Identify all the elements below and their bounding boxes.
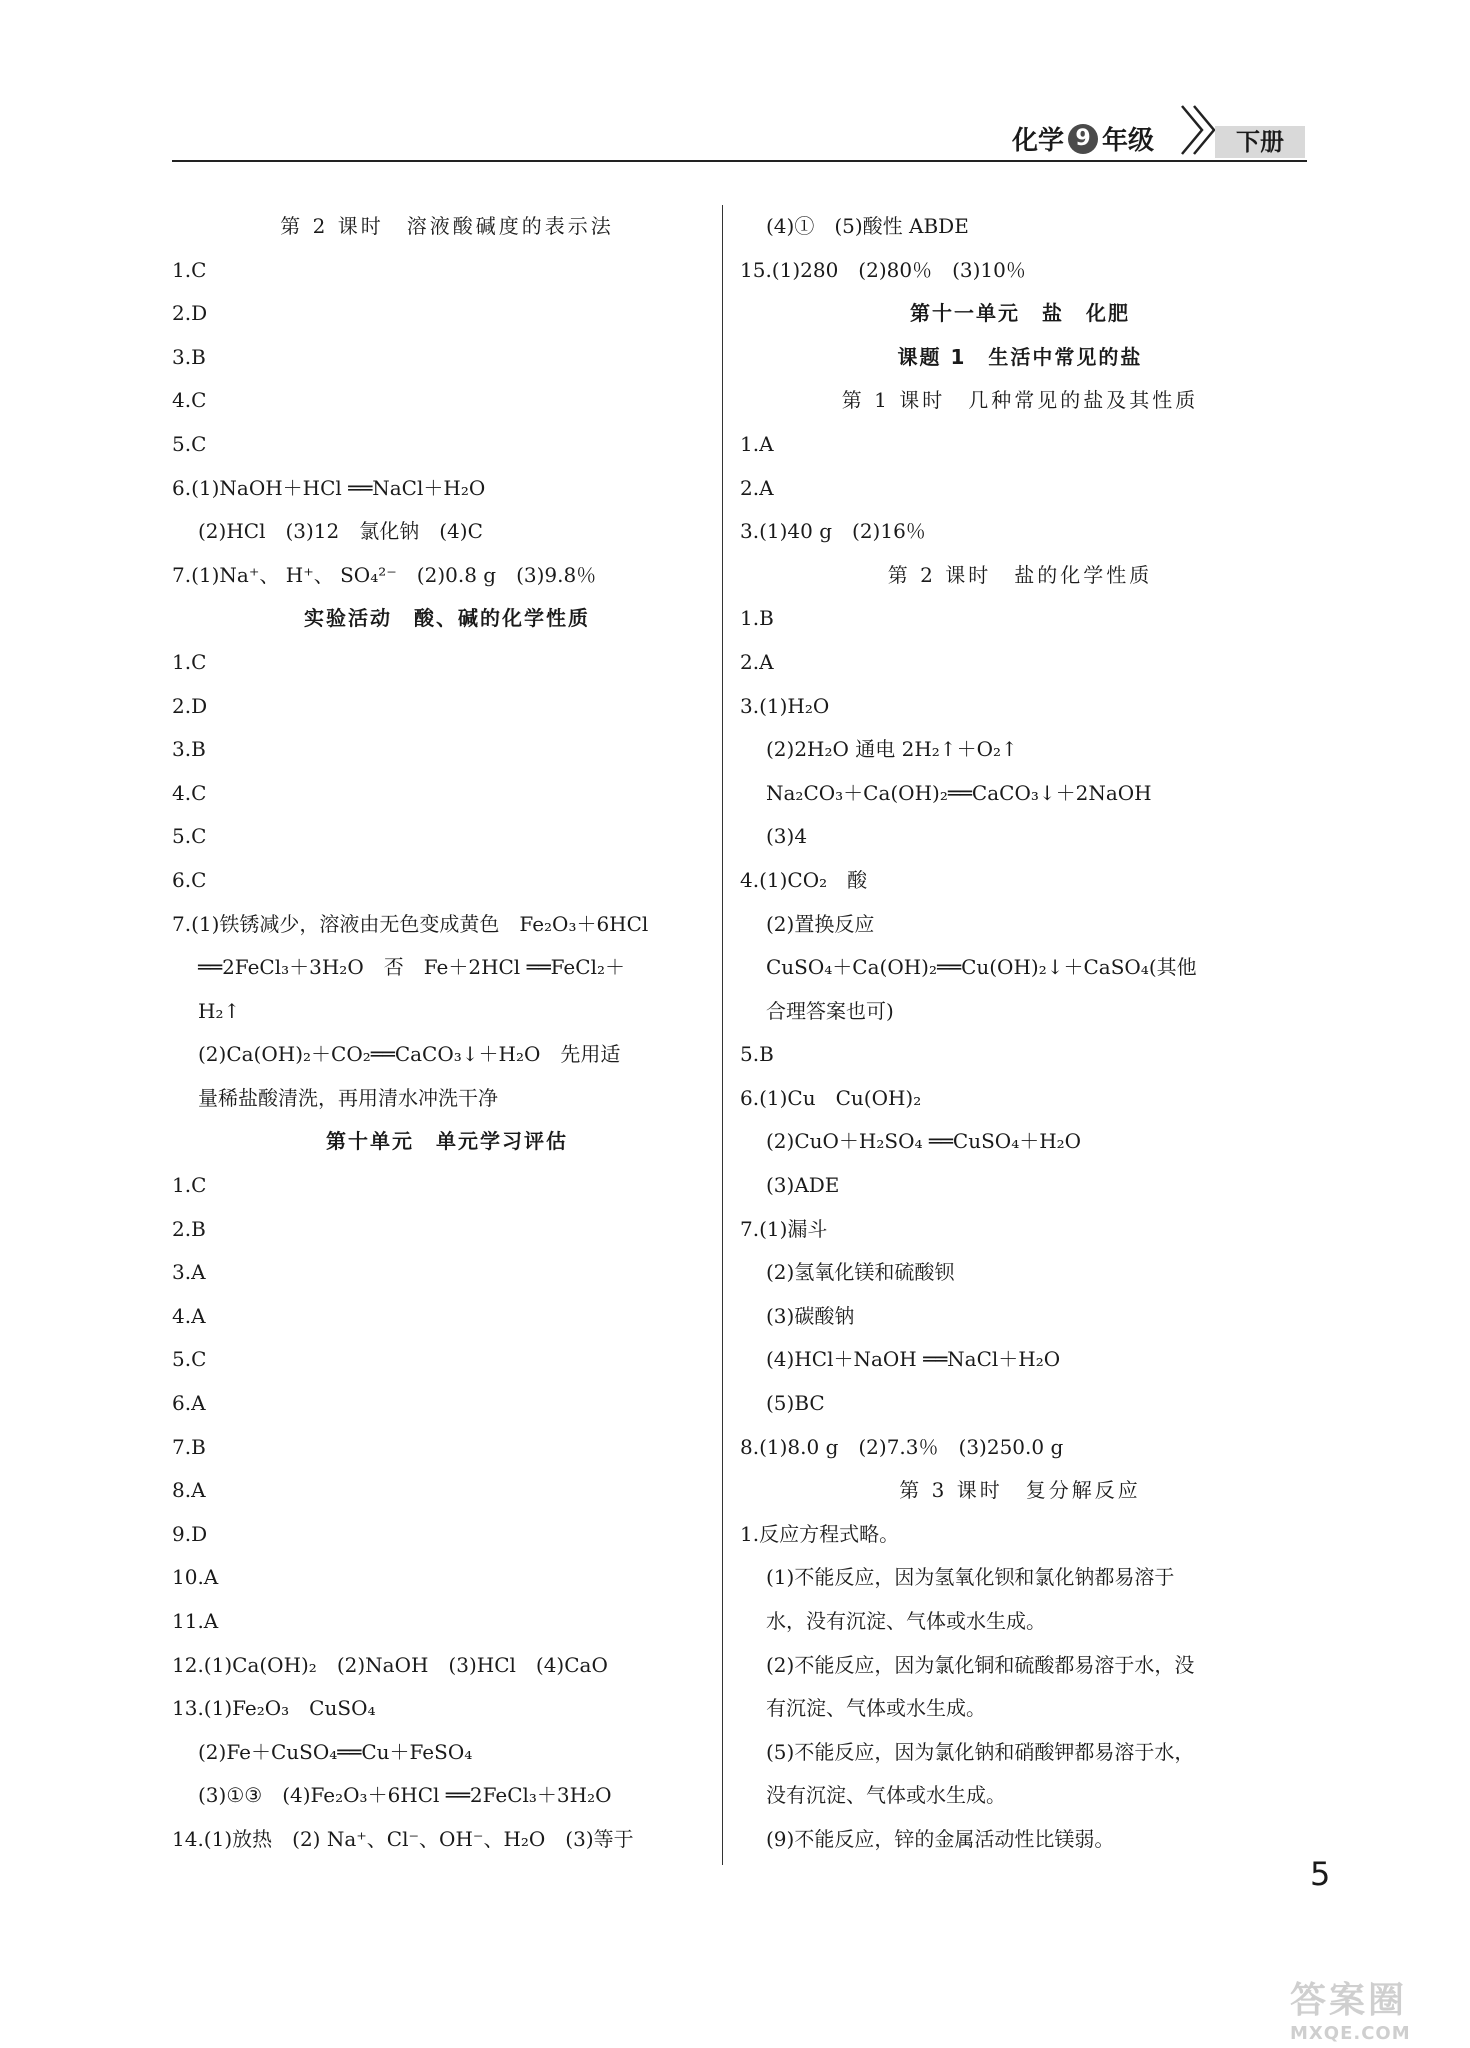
- answer-line: 3.(1)H₂O: [740, 693, 830, 718]
- answer-line: 合理答案也可): [766, 998, 894, 1023]
- column-divider: [722, 205, 723, 1865]
- answer-line: 1.A: [740, 431, 774, 456]
- answer-line: (2)不能反应，因为氯化铜和硫酸都易溶于水，没: [766, 1652, 1195, 1677]
- answer-line: 1.C: [172, 257, 207, 282]
- answer-line: 2.B: [172, 1216, 206, 1241]
- answer-line: 水，没有沉淀、气体或水生成。: [766, 1609, 1046, 1633]
- answer-line: (5)不能反应，因为氯化钠和硝酸钾都易溶于水，: [766, 1739, 1195, 1764]
- answer-line: 没有沉淀、气体或水生成。: [766, 1783, 1006, 1808]
- answer-line: 12.(1)Ca(OH)₂ (2)NaOH (3)HCl (4)CaO: [172, 1652, 608, 1677]
- answer-line: 3.(1)40 g (2)16％: [740, 519, 926, 544]
- answer-line: 8.(1)8.0 g (2)7.3％ (3)250.0 g: [740, 1434, 1064, 1459]
- answer-column-right: [740, 205, 1300, 1862]
- answer-line: 3.B: [172, 737, 206, 762]
- section-heading: 实验活动 酸、碱的化学性质: [304, 606, 590, 631]
- grade-suffix: 年级: [1102, 126, 1155, 156]
- answer-line: 7.(1)Na⁺、 H⁺、 SO₄²⁻ (2)0.8 g (3)9.8％: [172, 562, 597, 587]
- answer-line: 4.C: [172, 388, 207, 413]
- answer-line: 2.A: [740, 475, 774, 500]
- answer-line: 14.(1)放热 (2) Na⁺、Cl⁻、OH⁻、H₂O (3)等于: [172, 1826, 634, 1851]
- answer-line: H₂↑: [198, 998, 241, 1023]
- answer-line: 10.A: [172, 1565, 219, 1590]
- answer-line: 量稀盐酸清洗，再用清水冲洗干净: [198, 1085, 498, 1110]
- answer-line: 5.C: [172, 431, 207, 456]
- answer-line: 1.反应方程式略。: [740, 1521, 900, 1546]
- answer-line: (2)置换反应: [766, 911, 875, 936]
- answer-line: 5.C: [172, 824, 207, 849]
- answer-line: (2)Ca(OH)₂＋CO₂══CaCO₃↓＋H₂O 先用适: [198, 1042, 621, 1067]
- answer-line: 6.(1)Cu Cu(OH)₂: [740, 1085, 922, 1110]
- answer-line: (9)不能反应，锌的金属活动性比镁弱。: [766, 1826, 1115, 1851]
- answer-line: (2)CuO＋H₂SO₄ ══CuSO₄＋H₂O: [766, 1129, 1082, 1154]
- answer-line: (4)HCl＋NaOH ══NaCl＋H₂O: [766, 1347, 1061, 1372]
- answer-line: Na₂CO₃＋Ca(OH)₂══CaCO₃↓＋2NaOH: [766, 780, 1152, 805]
- answer-line: (3)4: [766, 824, 808, 849]
- answer-line: 15.(1)280 (2)80％ (3)10％: [740, 257, 1026, 282]
- answer-line: CuSO₄＋Ca(OH)₂══Cu(OH)₂↓＋CaSO₄(其他: [766, 955, 1197, 980]
- grade-badge: 9: [1068, 124, 1098, 154]
- answer-line: 2.A: [740, 649, 774, 674]
- answer-line: 1.C: [172, 1173, 207, 1198]
- answer-line: 5.B: [740, 1042, 774, 1067]
- answer-line: (5)BC: [766, 1391, 825, 1416]
- answer-line: 7.(1)铁锈减少，溶液由无色变成黄色 Fe₂O₃＋6HCl: [172, 911, 649, 936]
- volume-label: 下册: [1215, 126, 1305, 158]
- lesson-heading: 第 2 课时 溶液酸碱度的表示法: [280, 214, 614, 238]
- page-number: 5: [1310, 1855, 1331, 1893]
- lesson-heading: 第 3 课时 复分解反应: [899, 1478, 1141, 1503]
- answer-line: 11.A: [172, 1609, 219, 1633]
- answer-line: 8.A: [172, 1478, 206, 1503]
- subject-name: 化学: [1012, 126, 1065, 156]
- page-header: [0, 120, 1470, 170]
- answer-line: 4.C: [172, 780, 207, 805]
- answer-line: (3)①③ (4)Fe₂O₃＋6HCl ══2FeCl₃＋3H₂O: [198, 1783, 612, 1808]
- watermark: [1290, 1972, 1460, 2044]
- answer-line: 9.D: [172, 1521, 208, 1546]
- section-heading: 第十一单元 盐 化肥: [910, 301, 1130, 326]
- section-heading: 课题 1 生活中常见的盐: [897, 344, 1143, 369]
- answer-line: 4.(1)CO₂ 酸: [740, 867, 868, 892]
- answer-line: 3.B: [172, 344, 206, 369]
- answer-line: 1.B: [740, 606, 774, 631]
- subject-title: [1012, 120, 1154, 157]
- answer-line: (2)氢氧化镁和硫酸钡: [766, 1260, 955, 1285]
- answer-line: (3)碳酸钠: [766, 1303, 855, 1328]
- section-heading: 第十单元 单元学习评估: [326, 1129, 568, 1154]
- answer-line: (2)Fe＋CuSO₄══Cu＋FeSO₄: [198, 1739, 473, 1764]
- header-rule: [172, 160, 1307, 162]
- answer-line: 6.A: [172, 1391, 206, 1416]
- lesson-heading: 第 1 课时 几种常见的盐及其性质: [841, 388, 1199, 413]
- answer-line: 4.A: [172, 1303, 206, 1328]
- answer-line: 6.C: [172, 867, 207, 892]
- answer-line: 13.(1)Fe₂O₃ CuSO₄: [172, 1696, 376, 1721]
- answer-line: (1)不能反应，因为氢氧化钡和氯化钠都易溶于: [766, 1565, 1175, 1590]
- answer-line: (2)HCl (3)12 氯化钠 (4)C: [198, 519, 483, 544]
- answer-line: ══2FeCl₃＋3H₂O 否 Fe＋2HCl ══FeCl₂＋: [198, 955, 625, 980]
- answer-line: (4)① (5)酸性 ABDE: [766, 214, 969, 238]
- double-chevron-icon: [1178, 102, 1218, 162]
- answer-column-left: [172, 205, 722, 1862]
- answer-line: (3)ADE: [766, 1173, 840, 1198]
- answer-line: 7.(1)漏斗: [740, 1216, 828, 1241]
- answer-line: (2)2H₂O 通电 2H₂↑＋O₂↑: [766, 737, 1018, 762]
- answer-line: 1.C: [172, 649, 207, 674]
- answer-line: 3.A: [172, 1260, 206, 1285]
- answer-line: 7.B: [172, 1434, 206, 1459]
- lesson-heading: 第 2 课时 盐的化学性质: [887, 562, 1153, 587]
- answer-line: 2.D: [172, 301, 208, 326]
- watermark-url: MXQE.COM: [1290, 2023, 1411, 2044]
- answer-line: 5.C: [172, 1347, 207, 1372]
- watermark-logo-text: 答案圈: [1290, 1980, 1408, 2021]
- answer-line: 有沉淀、气体或水生成。: [766, 1696, 986, 1721]
- answer-line: 2.D: [172, 693, 208, 718]
- answer-line: 6.(1)NaOH＋HCl ══NaCl＋H₂O: [172, 475, 486, 500]
